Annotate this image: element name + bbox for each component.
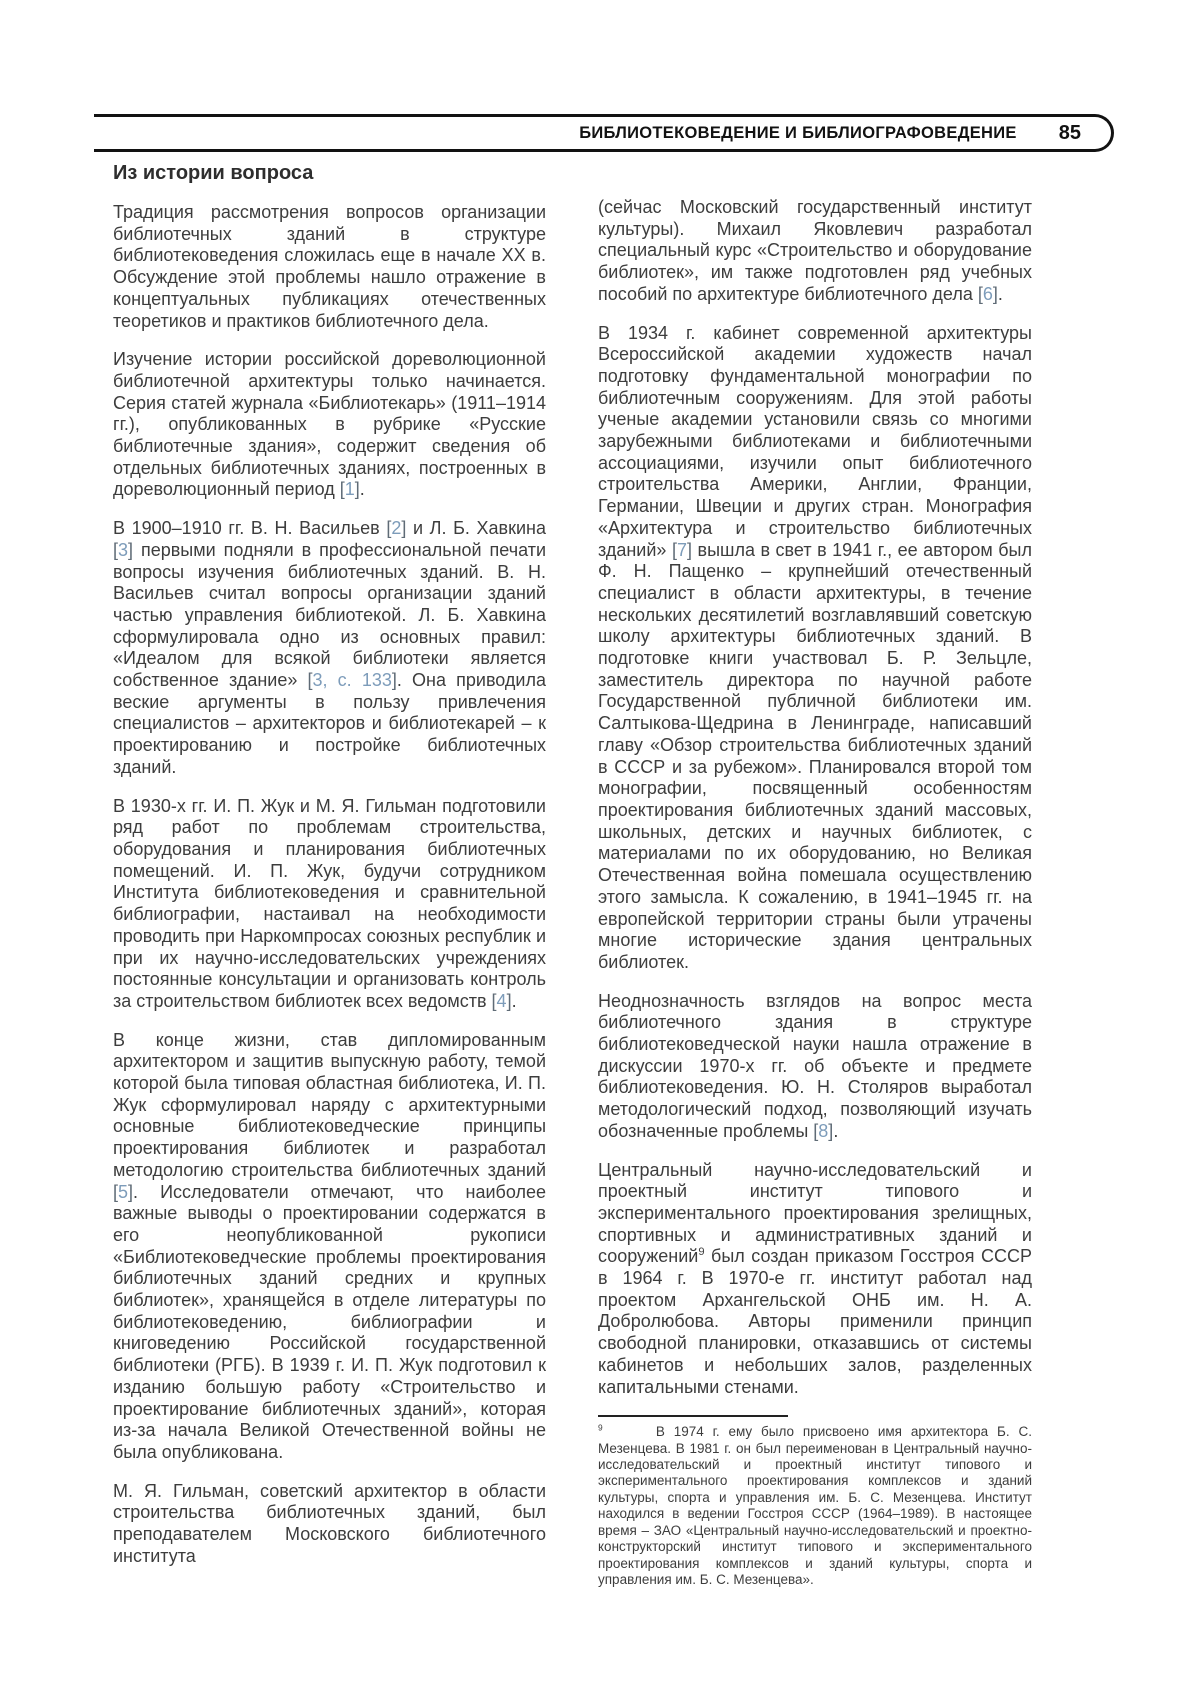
text-run: Центральный научно-исследовательский и проектный институт типового и экспериментального проектирования зрелищных, спортивных и административных зданий и сооружений	[598, 1159, 1032, 1267]
footnote-ref[interactable]: 9	[698, 1246, 705, 1259]
text-run: Традиция рассмотрения вопросов организации библиотечных зданий в структуре библиотековедения сложилась еще в начале XX в. Обсуждение этой проблемы нашло отражение в концептуальных публикациях отечественных теоретиков и практиков библиотечного дела.	[113, 202, 546, 331]
text-run: (сейчас Московский государственный институт культуры). Михаил Яковлевич разработал специальный курс «Строительство и оборудование библиотек», им также подготовлен ряд учебных пособий по архитектуре библиотечного дела	[598, 197, 1032, 304]
paragraph	[113, 202, 546, 332]
text-run: В конце жизни, став дипломированным архитектором и защитив выпускную работу, темой которой была типовая областная библиотека, И. П. Жук сформулировал наряду с архитектурными основные библиотековедческие принципы проектирования библиотек и разработал методологию строительства библиотечных зданий	[113, 1029, 546, 1180]
paragraph	[113, 518, 546, 778]
footnote-rule	[598, 1415, 788, 1417]
citation-bracket: ]	[401, 518, 407, 539]
text-run: был создан приказом Госстроя СССР в 1964 г. В 1970-е гг. институт работал над проектом Архангельской ОНБ им. Н. А. Добролюбова. Авторы применили принцип свободной планировки, отказавшись от системы кабинетов и небольших залов, разделенных капитальными стенами.	[598, 1246, 1032, 1397]
text-run: М. Я. Гильман, советский архитектор в области строительства библиотечных зданий, был преподавателем Московского библиотечного института	[113, 1480, 546, 1566]
text-run: .	[359, 479, 365, 500]
text-run: .	[511, 990, 517, 1011]
citation-link[interactable]: 6	[982, 283, 993, 304]
citation-bracket: [	[671, 539, 677, 560]
citation-bracket: ]	[128, 539, 134, 560]
paragraph	[113, 349, 546, 501]
text-run: вышла в свет в 1941 г., ее автором был Ф. Н. Пащенко – крупнейший отечественный специалист в области архитектуры, в течение нескольких десятилетий возглавлявший советскую школу архитектуры библиотечных зданий. В подготовке книги участвовал Б. Р. Зельцле, заместитель директора по научной работе Государственной публичной библиотеки им. Салтыкова-Щедрина в Ленинграде, написавший главу «Обзор строительства библиотечных зданий в СССР и за рубежом». Планировался второй том монографии, посвященный особенностям проектирования библиотечных зданий массовых, школьных, детских и научных библиотек, с материалами по их оборудованию, но Великая Отечественная война помешала осуществлению этого замысла. К сожалению, в 1941–1945 гг. на европейской территории страны были утрачены многие исторические здания центральных библиотек.	[598, 539, 1033, 972]
text-run: . Исследователи отмечают, что наиболее важные выводы о проектировании содержатся в его неопубликованной рукописи «Библиотековедческие проблемы проектирования библиотечных зданий средних и крупных библиотек», хранящейся в отделе литературы по библиотековедению, библиографии и книговедению Российской государственной библиотеки (РГБ). В 1939 г. И. П. Жук подготовил к изданию большую работу «Строительство и проектирование библиотечных зданий», которая из-за начала Великой Отечественной войны не была опубликована.	[113, 1181, 546, 1462]
citation-bracket: ]	[828, 1120, 834, 1141]
text-run: первыми подняли в профессиональной печати вопросы изучения библиотечных зданий. В. Н. Васильев считал вопросы организации зданий частью управления библиотекой. Л. Б. Хавкина сформулировала одно из основных правил: «Идеалом для всякой библиотеки является собственное здание»	[113, 539, 546, 691]
citation-bracket: ]	[506, 990, 512, 1011]
text-run: В 1930-х гг. И. П. Жук и М. Я. Гильман подготовили ряд работ по проблемам строительства, оборудования и планирования библиотечных помещений. И. П. Жук, будучи сотрудником Института библиотековедения и сравнительной библиографии, настаивал на необходимости проводить при Наркомпросах союзных республик и при их научно-исследовательских учреждениях постоянные консультации и организовать контроль за строительством библиотек всех ведомств	[113, 795, 546, 1011]
citation-bracket: ]	[391, 670, 397, 691]
citation-bracket: [	[386, 518, 392, 539]
citation-bracket: [	[113, 1181, 119, 1202]
citation-bracket: ]	[354, 479, 360, 500]
text-run: В 1900–1910 гг. В. Н. Васильев	[113, 518, 387, 539]
running-head-title: БИБЛИОТЕКОВЕДЕНИЕ И БИБЛИОГРАФОВЕДЕНИЕ	[579, 123, 1017, 142]
section-heading: Из истории вопроса	[113, 162, 314, 184]
paragraph	[598, 991, 1032, 1143]
citation-link[interactable]: 2	[391, 518, 402, 539]
text-run: В 1974 г. ему было присвоено имя архитектора Б. С. Мезенцева. В 1981 г. он был переименован в Центральный научно-исследовательский и проектный институт типового и экспериментального проектирования комплексов и зданий культуры, спорта и управления им. Б. С. Мезенцева. Институт находился в ведении Госстроя СССР (1964–1989). В настоящее время – ЗАО «Центральный научно-исследовательский и проектно-конструкторский институт типового и экспериментального проектирования комплексов и зданий культуры, спорта и управления им. Б. С. Мезенцева».	[598, 1424, 1032, 1587]
citation-link[interactable]: 5	[118, 1181, 129, 1202]
citation-bracket: [	[813, 1120, 819, 1141]
citation-bracket: ]	[128, 1181, 134, 1202]
citation-bracket: [	[977, 283, 983, 304]
citation-bracket: [	[491, 990, 497, 1011]
text-run: . Она приводила веские аргументы в пользу привлечения специалистов – архитекторов и библиотекарей – к проектированию и постройке библиотечных зданий.	[113, 670, 546, 777]
citation-bracket: [	[113, 539, 119, 560]
text-run: .	[833, 1120, 839, 1141]
paragraph	[113, 1030, 546, 1464]
paragraph	[598, 1160, 1032, 1399]
citation-bracket: ]	[992, 283, 998, 304]
text-run: Изучение истории российской дореволюционной библиотечной архитектуры только начинается. Серия статей журнала «Библиотекарь» (1911–1914 гг.), опубликованных в рубрике «Русские библиотечные здания», содержит сведения об отдельных библиотечных зданиях, построенных в дореволюционный период	[113, 349, 546, 500]
citation-bracket: ]	[686, 539, 692, 560]
text-run: Неоднозначность взглядов на вопрос места библиотечного здания в структуре библиотековедческой науки нашла отражение в дискуссии 1970-х гг. об объекте и предмете библиотековедения. Ю. Н. Столяров выработал методологический подход, позволяющий изучать обозначенные проблемы	[598, 990, 1032, 1141]
paragraph	[113, 1481, 546, 1568]
citation-link[interactable]: 7	[676, 539, 687, 560]
left-column	[113, 161, 546, 1567]
citation-link[interactable]: 3	[118, 539, 129, 560]
citation-bracket: [	[339, 479, 345, 500]
footnote-text	[598, 1424, 1032, 1588]
citation-link[interactable]: 3, с. 133	[312, 670, 392, 691]
page-header	[94, 114, 1114, 152]
citation-link[interactable]: 1	[344, 479, 355, 500]
citation-bracket: [	[307, 670, 313, 691]
text-run: В 1934 г. кабинет современной архитектуры Всероссийской академии художеств начал подготовку фундаментальной монографии по библиотечным сооружениям. Для этой работы ученые академии установили связь со многими зарубежными библиотеками и библиотечными ассоциациями, изучили опыт библиотечного строительства Америки, Англии, Франции, Германии, Швеции и других стран. Монография «Архитектура и строительство библиотечных зданий»	[598, 322, 1032, 560]
paragraph	[598, 323, 1032, 974]
citation-link[interactable]: 4	[496, 990, 507, 1011]
footnote-ref[interactable]: 9	[598, 1422, 603, 1433]
footnote	[598, 1415, 1032, 1588]
text-run: и Л. Б. Хавкина	[406, 518, 546, 539]
right-column	[598, 197, 1032, 1588]
page-number: 85	[1058, 121, 1081, 144]
paragraph	[598, 197, 1032, 306]
citation-link[interactable]: 8	[818, 1120, 829, 1141]
paragraph	[113, 796, 546, 1013]
text-run: .	[997, 283, 1003, 304]
